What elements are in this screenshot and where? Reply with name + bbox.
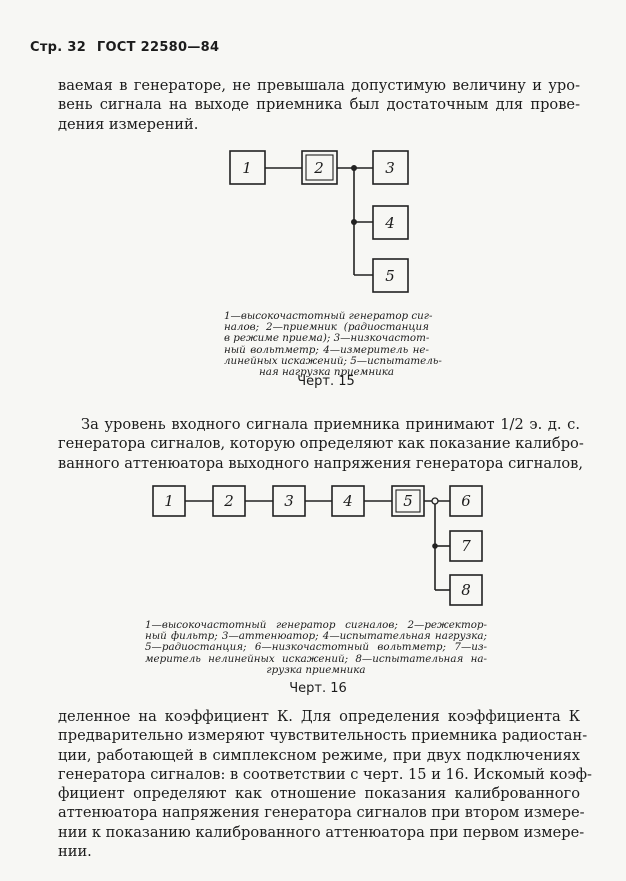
text-line: ции, работающей в симплексном режиме, при двух подключениях: [58, 746, 580, 764]
standard-code: ГОСТ 22580—84: [96, 40, 220, 55]
text-line: дения измерений.: [58, 115, 199, 133]
caption-line: 1—высокочастотный генератор сиг-: [224, 310, 433, 322]
fig16-block-6: [450, 486, 482, 516]
fig15-block-5: [373, 259, 408, 292]
fig16-label-8: 8: [461, 581, 471, 599]
fig16-label-6: 6: [461, 492, 471, 510]
fig16-label-2: 2: [224, 492, 234, 510]
text-line: генератора сигналов: в соответствии с черт. 15 и 16. Искомый коэф-: [58, 765, 592, 783]
fig15-block-3: [373, 151, 408, 184]
caption-line: налов; 2—приемник (радиостанция: [224, 321, 429, 334]
text-line: За уровень входного сигнала приемника принимают 1/2 э. д. с.: [81, 416, 580, 433]
fig16-label-7: 7: [461, 537, 471, 555]
text-line: фициент определяют как отношение показания калиброванного: [58, 785, 580, 803]
text-line: вень сигнала на выходе приемника был достаточным для прове-: [58, 96, 580, 114]
fig15-label-4: 4: [385, 214, 395, 232]
caption-line: ный фильтр; 3—аттенюатор; 4—испытательная нагрузка;: [145, 630, 487, 643]
text-line: генератора сигналов, которую определяют как показание калибро-: [58, 435, 584, 453]
fig16-block-7: [450, 531, 482, 561]
text-line: ванного аттенюатора выходного напряжения генератора сигналов,: [58, 454, 583, 472]
caption-line: грузка приемника: [266, 663, 366, 676]
caption-line: 5—радиостанция; 6—низкочастотный вольтметр; 7—из-: [145, 641, 487, 654]
text-line: деленное на коэффициент К. Для определения коэффициента К: [58, 708, 580, 725]
fig16-label-3: 3: [284, 492, 294, 510]
fig16-block-5: [392, 486, 424, 516]
text-line: аттенюатора напряжения генератора сигналов при втором измере-: [58, 804, 585, 822]
fig16-block-4: [332, 486, 364, 516]
fig16-label-4: 4: [343, 492, 353, 510]
fig15-label-2: 2: [314, 159, 324, 177]
fig16-block-8: [450, 575, 482, 605]
fig16-block-1: [153, 486, 185, 516]
figure-16-caption: [145, 620, 487, 676]
text-line: предварительно измеряют чувствительность приемника радиостан-: [58, 727, 588, 745]
fig15-block-1: [230, 151, 265, 184]
fig15-label-1: 1: [242, 159, 252, 177]
caption-line: 1—высокочастотный генератор сигналов; 2—режектор-: [145, 619, 487, 631]
caption-line: меритель нелинейных искажений; 8—испытательная на-: [145, 652, 487, 665]
fig15-block-2: [302, 151, 337, 184]
text-line: нии к показанию калиброванного аттенюатора при первом измере-: [58, 823, 585, 841]
text-line: нии.: [58, 843, 92, 861]
text-line: ваемая в генераторе, не превышала допустимую величину и уро-: [58, 77, 580, 94]
fig15-label-5: 5: [385, 267, 395, 285]
fig15-label-3: 3: [385, 159, 395, 177]
fig15-block-4: [373, 206, 408, 239]
fig16-label-1: 1: [164, 492, 174, 510]
fig15-connections: [265, 165, 373, 275]
fig16-block-3: [273, 486, 305, 516]
caption-line: линейных искажений; 5—испытатель-: [224, 354, 442, 367]
fig16-block-2: [213, 486, 245, 516]
figure-15-caption: [224, 310, 442, 379]
fig16-label-5: 5: [403, 492, 413, 510]
figure-16-label: Черт. 16: [289, 681, 347, 696]
page-number: Стр. 32: [30, 40, 87, 55]
paragraph-3: [58, 707, 592, 861]
caption-line: ная нагрузка приемника: [258, 366, 395, 379]
paragraph-2: [58, 415, 584, 473]
caption-line: ный вольтметр; 4—измеритель не-: [224, 343, 429, 356]
figure-15-label: Черт. 15: [297, 374, 355, 389]
caption-line: в режиме приема); 3—низкочастот-: [224, 332, 430, 345]
